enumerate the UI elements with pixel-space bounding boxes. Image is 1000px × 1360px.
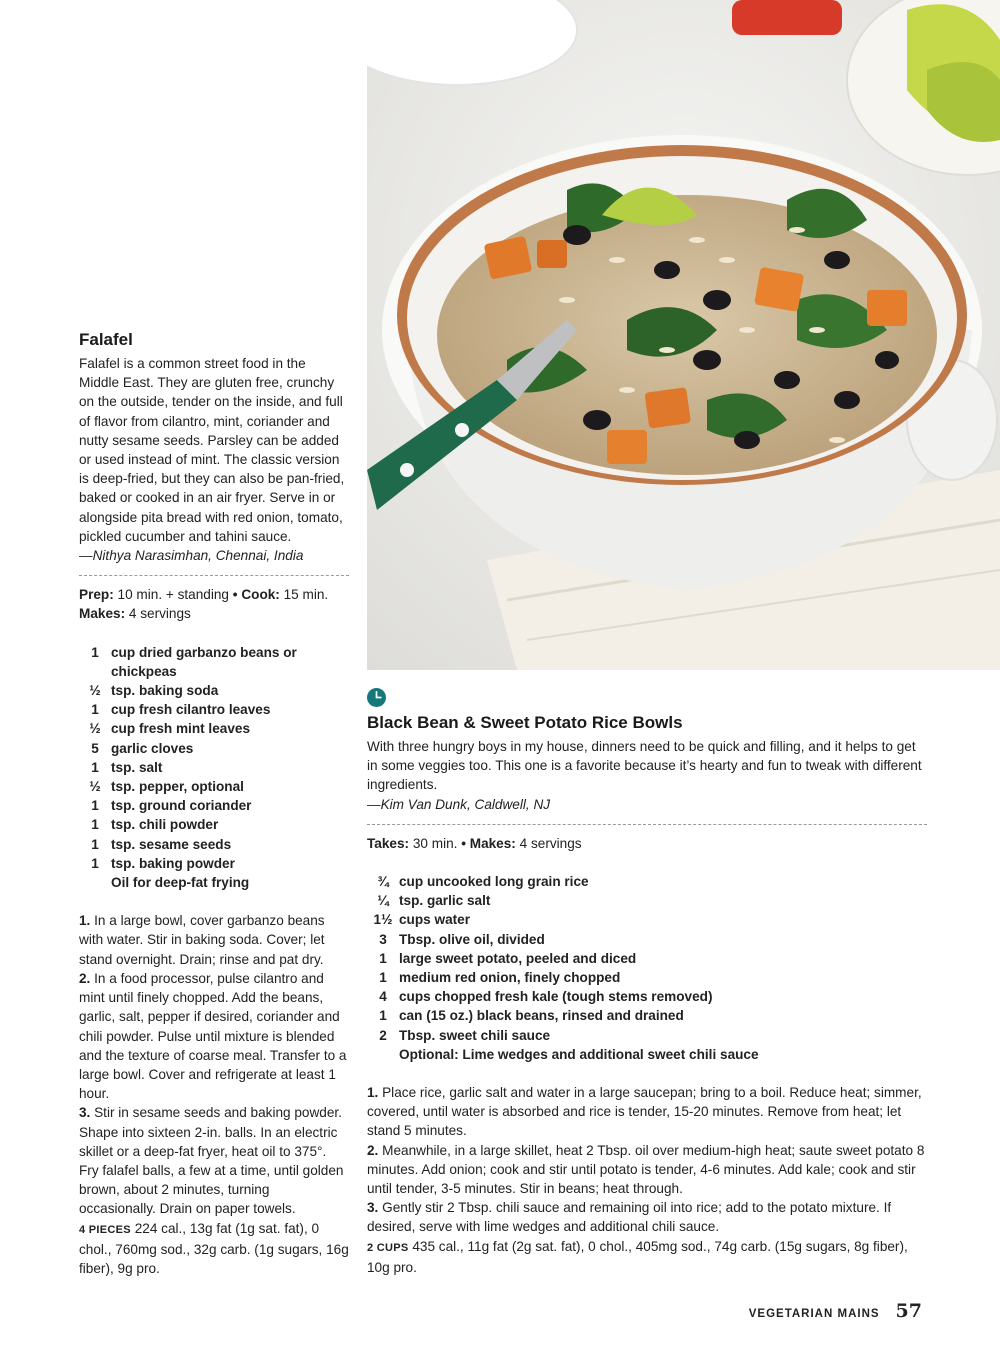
falafel-author: —Nithya Narasimhan, Chennai, India <box>79 548 304 564</box>
ingredient-name: tsp. pepper, optional <box>111 779 244 795</box>
step-number: 1. <box>79 913 91 929</box>
ingredient-name: cup dried garbanzo beans or chickpeas <box>111 644 297 679</box>
ingredient-item <box>79 854 349 873</box>
ingredient-quantity: 3 <box>379 931 387 947</box>
nutrition-text: 435 cal., 11g fat (2g sat. fat), 0 chol., 405mg sod., 74g carb. (15g sugars, 8g fiber), 10g pro. <box>367 1238 908 1275</box>
ingredient-quantity: ½ <box>89 683 101 699</box>
ingredient-quantity: ½ <box>89 721 101 737</box>
ingredient-name: tsp. baking soda <box>111 683 219 699</box>
direction-step <box>367 1083 927 1141</box>
cook-label: • Cook: <box>232 587 280 603</box>
nutrition-label: 2 CUPS <box>367 1241 409 1254</box>
direction-step <box>79 969 349 1103</box>
ingredient-quantity: 4 <box>379 989 387 1005</box>
ingredient-item <box>367 1006 927 1025</box>
ingredient-quantity: 2 <box>379 1027 387 1043</box>
direction-step <box>79 1103 349 1218</box>
direction-step <box>79 911 349 969</box>
ingredient-quantity: 1 <box>91 817 99 833</box>
ingredient-item <box>367 1045 927 1064</box>
step-text: In a food processor, pulse cilantro and mint until finely chopped. Add the beans, garlic, salt, pepper if desired, coriander and chili powder. Pulse until mixture is blended and the texture of coarse meal. Transfer to a large bowl. Cover and refrigerate at least 1 hour. <box>79 970 347 1102</box>
step-text: Place rice, garlic salt and water in a large saucepan; bring to a boil. Reduce heat; simmer, covered, until water is absorbed and rice is tender, 15-20 minutes. Remove from heat; let stand 5 minutes. <box>367 1085 922 1139</box>
ingredient-item <box>79 777 349 796</box>
step-text: Stir in sesame seeds and baking powder. Shape into sixteen 2-in. balls. In an electric skillet or a deep-fat fryer, heat oil to 375°. Fry falafel balls, a few at a time, until golden brown, about 2 minutes, turning occasionally. Drain on paper towels. <box>79 1105 344 1217</box>
ingredient-quantity <box>367 1045 399 1064</box>
ingredient-quantity: ½ <box>89 779 101 795</box>
ingredient-name: Oil for deep-fat frying <box>111 875 250 891</box>
ingredient-item <box>79 681 349 700</box>
ingredient-quantity: 1 <box>379 1008 387 1024</box>
ingredient-quantity: 1 <box>379 950 387 966</box>
step-number: 2. <box>79 970 91 986</box>
falafel-nutrition <box>79 1219 349 1279</box>
step-number: 3. <box>367 1200 379 1216</box>
step-number: 3. <box>79 1105 91 1121</box>
rice-bowl-illustration <box>367 0 1000 670</box>
ingredient-item <box>367 930 927 949</box>
cook-value: 15 min. <box>283 587 329 603</box>
ingredient-item <box>367 949 927 968</box>
takes-value: 30 min. <box>412 835 458 851</box>
ingredient-name: can (15 oz.) black beans, rinsed and drained <box>399 1008 684 1024</box>
makes-label: Makes: <box>79 606 126 622</box>
ingredient-item <box>79 815 349 834</box>
takes-label: Takes: <box>367 835 410 851</box>
ingredient-item <box>79 719 349 738</box>
ingredient-item <box>79 796 349 815</box>
ingredient-name: tsp. sesame seeds <box>111 836 232 852</box>
makes-value: 4 servings <box>128 606 191 622</box>
step-number: 1. <box>367 1085 379 1101</box>
bowls-times <box>367 834 927 853</box>
bowls-nutrition <box>367 1237 927 1277</box>
step-number: 2. <box>367 1142 379 1158</box>
ingredient-name: cup fresh mint leaves <box>111 721 251 737</box>
ingredient-quantity: ¼ <box>377 893 389 909</box>
falafel-recipe <box>79 330 349 1278</box>
ingredient-quantity <box>79 873 111 892</box>
ingredient-item <box>367 910 927 929</box>
ingredient-item <box>79 643 349 681</box>
falafel-directions <box>79 911 349 1218</box>
ingredient-name: cup fresh cilantro leaves <box>111 702 271 718</box>
step-text: Meanwhile, in a large skillet, heat 2 Tbsp. oil over medium-high heat; saute sweet potato 8 minutes. Add onion; cook and stir until potato is tender, 4-6 minutes. Add kale; cook and stir until tender, 3-5 minutes. Stir in beans; heat through. <box>367 1142 925 1197</box>
nutrition-text: 224 cal., 13g fat (1g sat. fat), 0 chol., 760mg sod., 32g carb. (1g sugars, 16g fiber), 9g pro. <box>79 1220 349 1276</box>
bowls-author: —Kim Van Dunk, Caldwell, NJ <box>367 796 551 812</box>
ingredient-name: tsp. salt <box>111 759 163 775</box>
falafel-times <box>79 585 349 604</box>
makes-value: 4 servings <box>519 835 582 851</box>
recipe-photo <box>367 0 1000 670</box>
ingredient-quantity: ¾ <box>377 874 389 890</box>
ingredient-item <box>79 739 349 758</box>
ingredient-quantity: 1 <box>91 836 99 852</box>
ingredient-item <box>367 968 927 987</box>
direction-step <box>367 1141 927 1199</box>
ingredient-name: Optional: Lime wedges and additional sweet chili sauce <box>399 1046 759 1062</box>
falafel-intro: Falafel is a common street food in the Middle East. They are gluten free, crunchy on the outside, tender on the inside, and full of flavor from cilantro, mint, coriander and nutty sesame seeds. Parsley can be added or used instead of mint. The classic version is deep-fried, but they can also be pan-fried, baked or cooked in an air fryer. Serve in or alongside pita bread with red onion, tomato, pickled cucumber and tahini sauce. <box>79 356 345 544</box>
falafel-ingredient-list <box>79 643 349 893</box>
section-title: VEGETARIAN MAINS <box>748 1308 880 1320</box>
ingredient-quantity: 1 <box>91 855 99 871</box>
rice-bowls-recipe <box>367 688 927 1277</box>
ingredient-item <box>367 1026 927 1045</box>
ingredient-quantity: 1 <box>91 644 99 660</box>
ingredient-item <box>79 700 349 719</box>
ingredient-item <box>367 987 927 1006</box>
ingredient-quantity: 5 <box>91 740 99 756</box>
direction-step <box>367 1198 927 1236</box>
ingredient-item <box>79 873 349 892</box>
ingredient-item <box>79 835 349 854</box>
bowls-intro: With three hungry boys in my house, dinners need to be quick and filling, and it helps to get in some veggies too. This one is a favorite because it’s hearty and fun to tweak with different ingredients. <box>367 739 922 793</box>
ingredient-name: cups chopped fresh kale (tough stems removed) <box>399 989 713 1005</box>
nutrition-label: 4 PIECES <box>79 1223 131 1236</box>
ingredient-quantity: 1½ <box>373 912 393 928</box>
page-footer <box>749 1300 922 1322</box>
falafel-yield <box>79 604 349 623</box>
ingredient-name: cup uncooked long grain rice <box>399 874 589 890</box>
falafel-title: Falafel <box>79 330 133 349</box>
ingredient-name: large sweet potato, peeled and diced <box>399 950 637 966</box>
step-text: In a large bowl, cover garbanzo beans with water. Stir in baking soda. Cover; let stand overnight. Drain; rinse and pat dry. <box>79 913 325 967</box>
ingredient-name: Tbsp. olive oil, divided <box>399 931 545 947</box>
ingredient-name: tsp. baking powder <box>111 855 235 871</box>
prep-label: Prep: <box>79 587 114 603</box>
step-text: Gently stir 2 Tbsp. chili sauce and remaining oil into rice; add to the potato mixture. If desired, serve with lime wedges and additional chili sauce. <box>367 1200 892 1235</box>
ingredient-name: medium red onion, finely chopped <box>399 970 621 986</box>
ingredient-name: cups water <box>399 912 471 928</box>
bowls-ingredient-list <box>367 872 927 1064</box>
makes-label: • Makes: <box>461 835 516 851</box>
ingredient-quantity: 1 <box>379 970 387 986</box>
bowls-directions <box>367 1083 927 1237</box>
ingredient-name: tsp. ground coriander <box>111 798 252 814</box>
prep-value: 10 min. + standing <box>117 587 229 603</box>
ingredient-name: Tbsp. sweet chili sauce <box>399 1027 551 1043</box>
ingredient-quantity: 1 <box>91 702 99 718</box>
ingredient-quantity: 1 <box>91 798 99 814</box>
bowls-divider <box>367 824 927 825</box>
page-number: 57 <box>895 1300 922 1322</box>
ingredient-item <box>367 891 927 910</box>
ingredient-name: tsp. garlic salt <box>399 893 491 909</box>
ingredient-quantity: 1 <box>91 759 99 775</box>
bowls-title: Black Bean & Sweet Potato Rice Bowls <box>367 713 683 732</box>
ingredient-item <box>79 758 349 777</box>
ingredient-item <box>367 872 927 891</box>
ingredient-name: tsp. chili powder <box>111 817 219 833</box>
ingredient-name: garlic cloves <box>111 740 194 756</box>
falafel-divider <box>79 575 349 576</box>
clock-icon <box>367 688 386 707</box>
